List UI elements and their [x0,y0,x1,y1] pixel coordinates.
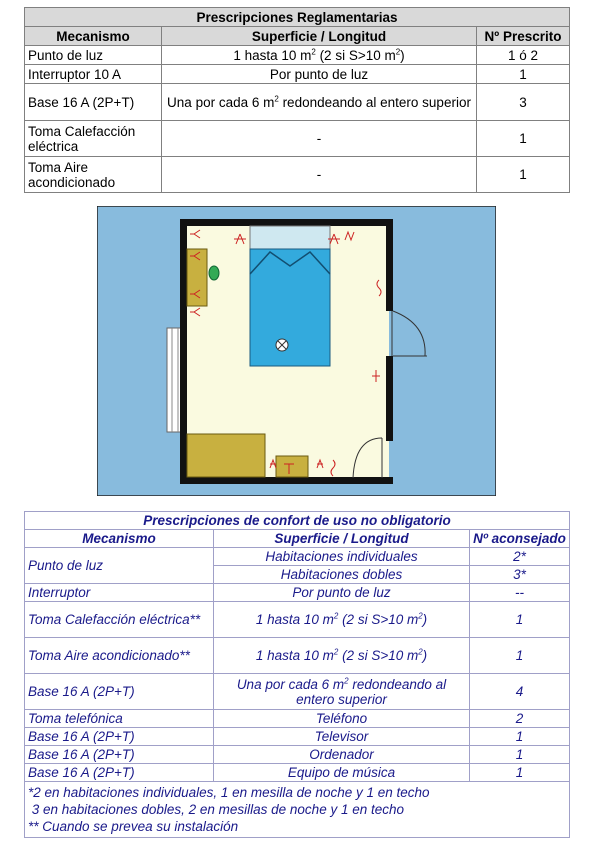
col-header-superficie: Superficie / Longitud [162,27,477,46]
col-header-numero: Nº Prescrito [477,27,570,46]
table-row [25,84,570,121]
comfort-table [24,511,570,838]
footnote: 3 en habitaciones dobles, 2 en mesillas de noche y 1 en techo [28,802,405,817]
superficie-cell: 1 hasta 10 $m^2$ (2 si S>10 $m^2$) [162,46,477,65]
col-header-superficie: Superficie / Longitud [214,530,470,548]
superficie-cell: Habitaciones individuales [214,548,470,566]
table-row [25,121,570,157]
bedroom-floor-plan [97,206,496,496]
ceiling-light-icon [276,339,288,351]
mecanismo-cell: Punto de luz [25,548,214,584]
superficie-cell: Una por cada 6 $m^2$ redondeando al entero superior [214,674,470,710]
superficie-cell: Habitaciones dobles [214,566,470,584]
chair-icon [209,266,219,280]
superficie-cell: Teléfono [214,710,470,728]
table-footnotes [25,782,570,838]
superficie-cell: Televisor [214,728,470,746]
numero-cell: 1 [470,728,570,746]
nightstand-icon [276,456,308,477]
numero-cell: -- [470,584,570,602]
superficie-cell: Una por cada 6 $m^2$ redondeando al entero superior [162,84,477,121]
col-header-numero: Nº aconsejado [470,530,570,548]
table-row [25,638,570,674]
numero-cell: 1 ó 2 [477,46,570,65]
mecanismo-cell: Base 16 A (2P+T) [25,746,214,764]
mecanismo-cell: Toma Aire acondicionado [25,157,162,193]
superficie-cell: Ordenador [214,746,470,764]
mecanismo-cell: Toma Calefacción eléctrica** [25,602,214,638]
superficie-cell: 1 hasta 10 $m^2$ (2 si S>10 $m^2$) [214,602,470,638]
mecanismo-cell: Punto de luz [25,46,162,65]
mecanismo-cell: Interruptor 10 A [25,65,162,84]
numero-cell: 1 [470,764,570,782]
numero-cell: 1 [477,157,570,193]
superficie-cell: 1 hasta 10 $m^2$ (2 si S>10 $m^2$) [214,638,470,674]
table-row [25,602,570,638]
superficie-cell: Por punto de luz [214,584,470,602]
mecanismo-cell: Interruptor [25,584,214,602]
footnote: ** Cuando se prevea su instalación [28,819,239,834]
mecanismo-cell: Base 16 A (2P+T) [25,728,214,746]
table-row [25,746,570,764]
numero-cell: 2* [470,548,570,566]
footnote: *2 en habitaciones individuales, 1 en mesilla de noche y 1 en techo [28,785,430,800]
numero-cell: 1 [477,121,570,157]
table-row [25,764,570,782]
numero-cell: 1 [477,65,570,84]
numero-cell: 4 [470,674,570,710]
mecanismo-cell: Toma telefónica [25,710,214,728]
numero-cell: 2 [470,710,570,728]
headboard-icon [250,226,330,249]
table-row [25,584,570,602]
table-row [25,157,570,193]
wardrobe-icon [187,434,265,477]
table-row [25,674,570,710]
numero-cell: 3 [477,84,570,121]
mecanismo-cell: Base 16 A (2P+T) [25,84,162,121]
mecanismo-cell: Toma Aire acondicionado** [25,638,214,674]
table-row [25,728,570,746]
numero-cell: 1 [470,746,570,764]
superficie-cell: - [162,121,477,157]
numero-cell: 1 [470,638,570,674]
regulatory-table [24,7,570,193]
mecanismo-cell: Toma Calefacción eléctrica [25,121,162,157]
table-row [25,65,570,84]
superficie-cell: Por punto de luz [162,65,477,84]
superficie-cell: - [162,157,477,193]
mecanismo-cell: Base 16 A (2P+T) [25,674,214,710]
table-row [25,548,570,566]
numero-cell: 3* [470,566,570,584]
numero-cell: 1 [470,602,570,638]
table-row [25,710,570,728]
table-title: Prescripciones Reglamentarias [25,8,570,27]
superficie-cell: Equipo de música [214,764,470,782]
col-header-mecanismo: Mecanismo [25,530,214,548]
col-header-mecanismo: Mecanismo [25,27,162,46]
table-title: Prescripciones de confort de uso no obligatorio [25,512,570,530]
table-row [25,46,570,65]
mecanismo-cell: Base 16 A (2P+T) [25,764,214,782]
